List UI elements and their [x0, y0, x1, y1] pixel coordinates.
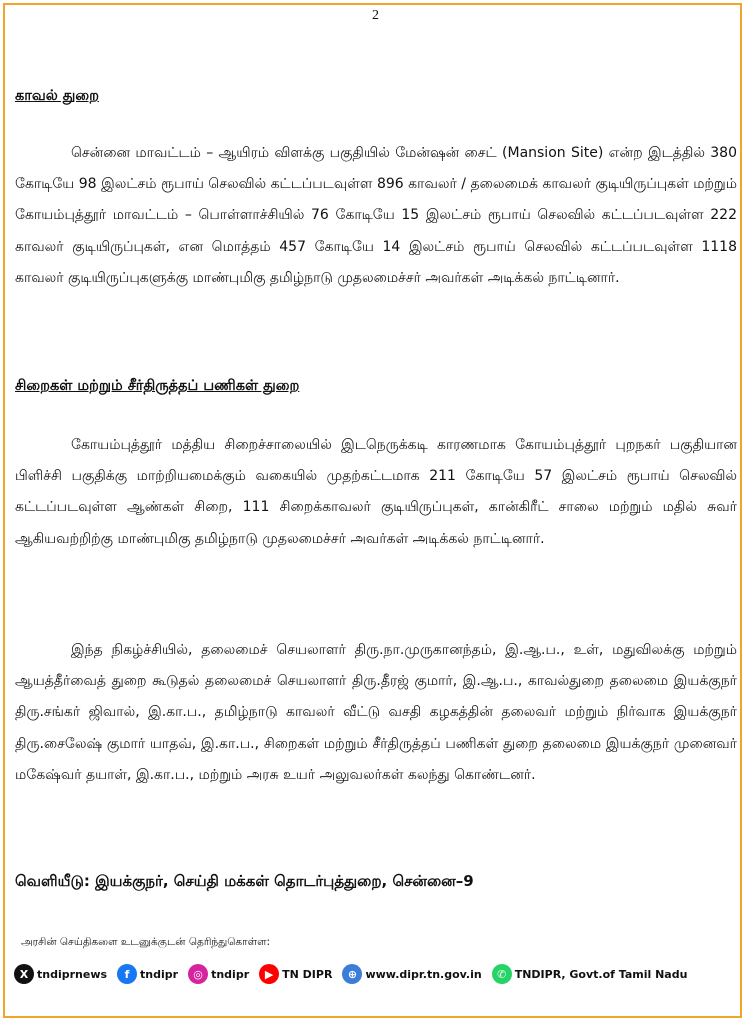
- social-label: www.dipr.tn.gov.in: [365, 967, 482, 981]
- paragraph-prisons: [15, 430, 737, 555]
- social-link-x[interactable]: [14, 964, 107, 984]
- instagram-icon: ◎: [188, 964, 208, 984]
- globe-icon: ⊕: [342, 964, 362, 984]
- social-label: tndiprnews: [37, 967, 108, 981]
- paragraph-prisons-text: கோயம்புத்தூர் மத்திய சிறைச்சாலையில் இடநெருக்கடி காரணமாக கோயம்புத்தூர் புறநகர் பகுதியான பிளிச்சி பகுதிக்கு மாற்றியமைக்கும் வகையில் முதற்கட்டமாக 211 கோடியே 57 இலட்சம் ரூபாய் செலவில் கட்டப்படவுள்ள ஆண்கள் சிறை, 111 சிறைக்காவலர் குடியிருப்புகள், கான்கிரீட் சாலை மற்றும் மதில் சுவர் ஆகியவற்றிற்கு மாண்புமிகு தமிழ்நாடு முதலமைச்சர் அவர்கள் அடிக்கல் நாட்டினார்.: [15, 437, 737, 547]
- social-label: tndipr: [211, 967, 250, 981]
- paragraph-police: [15, 138, 737, 294]
- paragraph-attendees: [15, 635, 737, 791]
- section-heading-police: காவல் துறை: [15, 88, 99, 104]
- youtube-icon: ▶: [259, 964, 279, 984]
- social-label: tndipr: [140, 967, 179, 981]
- social-link-instagram[interactable]: [188, 964, 249, 984]
- whatsapp-icon: ✆: [492, 964, 512, 984]
- social-link-youtube[interactable]: [259, 964, 332, 984]
- social-link-website[interactable]: [342, 964, 481, 984]
- social-links-bar: [14, 961, 734, 987]
- social-label: TNDIPR, Govt.of Tamil Nadu: [514, 967, 688, 981]
- paragraph-police-text: சென்னை மாவட்டம் – ஆயிரம் விளக்கு பகுதியில் மேன்ஷன் சைட் (Mansion Site) என்ற இடத்தில் 380 கோடியே 98 இலட்சம் ரூபாய் செலவில் கட்டப்படவுள்ள 896 காவலர் / தலைமைக் காவலர் குடியிருப்புகள் மற்றும் கோயம்புத்தூர் மாவட்டம் – பொள்ளாச்சியில் 76 கோடியே 15 இலட்சம் ரூபாய் செலவில் கட்டப்படவுள்ள 222 காவலர் குடியிருப்புகள், என மொத்தம் 457 கோடியே 14 இலட்சம் ரூபாய் செலவில் கட்டப்படவுள்ள 1118 காவலர் குடியிருப்புகளுக்கு மாண்புமிகு தமிழ்நாடு முதலமைச்சர் அவர்கள் அடிக்கல் நாட்டினார்.: [15, 145, 737, 286]
- social-link-whatsapp[interactable]: [492, 964, 688, 984]
- paragraph-attendees-text: இந்த நிகழ்ச்சியில், தலைமைச் செயலாளர் திரு.நா.முருகானந்தம், இ.ஆ.ப., உள், மதுவிலக்கு மற்றும் ஆயத்தீர்வைத் துறை கூடுதல் தலைமைச் செயலாளர் திரு.தீரஜ் குமார், இ.ஆ.ப., காவல்துறை தலைமை இயக்குநர் திரு.சங்கர் ஜிவால், இ.கா.ப., தமிழ்நாடு காவலர் வீட்டு வசதி கழகத்தின் தலைவர் மற்றும் நிர்வாக இயக்குநர் திரு.சைலேஷ் குமார் யாதவ், இ.கா.ப., சிறைகள் மற்றும் சீர்திருத்தப் பணிகள் துறை தலைமை இயக்குநர் முனைவர் மகேஷ்வர் தயாள், இ.கா.ப., மற்றும் அரசு உயர் அலுவலர்கள் கலந்து கொண்டனர்.: [15, 642, 737, 783]
- facebook-icon: f: [117, 964, 137, 984]
- page-number: 2: [372, 8, 379, 23]
- section-heading-prisons: சிறைகள் மற்றும் சீர்திருத்தப் பணிகள் துறை: [15, 378, 300, 394]
- social-link-facebook[interactable]: [117, 964, 178, 984]
- social-label: TN DIPR: [282, 967, 333, 981]
- follow-text: அரசின் செய்திகளை உடனுக்குடன் தெரிந்துகொள்ள:: [21, 936, 271, 948]
- release-line: வெளியீடு: இயக்குநர், செய்தி மக்கள் தொடர்புத்துறை, சென்னை–9: [15, 872, 474, 890]
- x-icon: X: [14, 964, 34, 984]
